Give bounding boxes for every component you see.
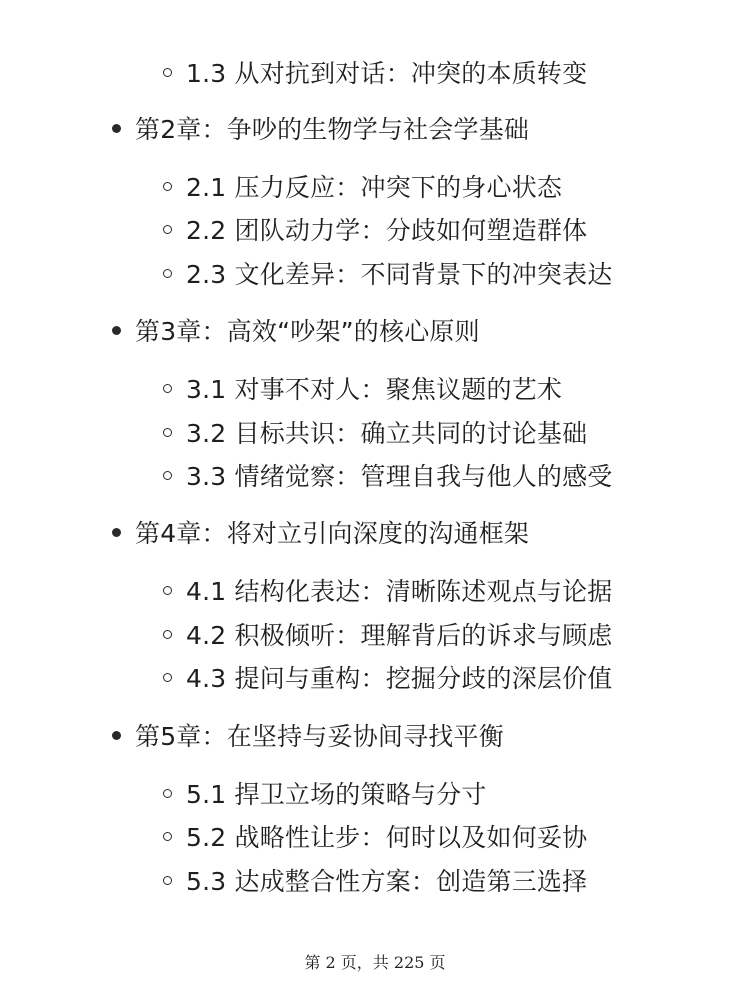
hollow-circle-bullet-icon — [163, 586, 172, 595]
toc-item-label: 5.2 战略性让步：何时以及如何妥协 — [186, 823, 588, 852]
toc-section-4-3 — [163, 657, 613, 697]
toc-item-label: 2.1 压力反应：冲突下的身心状态 — [186, 173, 563, 202]
toc-section-3-2 — [163, 412, 587, 452]
hollow-circle-bullet-icon — [163, 269, 172, 278]
toc-item-label: 第3章：高效“吵架”的核心原则 — [135, 317, 480, 346]
toc-item-label: 4.2 积极倾听：理解背后的诉求与顾虑 — [186, 621, 613, 650]
toc-item-label: 1.3 从对抗到对话：冲突的本质转变 — [186, 59, 588, 88]
toc-section-2-2 — [163, 209, 587, 249]
hollow-circle-bullet-icon — [163, 225, 172, 234]
filled-circle-bullet-icon — [112, 528, 121, 537]
toc-item-label: 第5章：在坚持与妥协间寻找平衡 — [135, 722, 504, 751]
toc-section-5-3 — [163, 860, 587, 900]
toc-item-label: 5.1 捍卫立场的策略与分寸 — [186, 780, 487, 809]
toc-section-2-1 — [163, 166, 562, 206]
filled-circle-bullet-icon — [112, 731, 121, 740]
toc-item-label: 3.3 情绪觉察：管理自我与他人的感受 — [186, 462, 613, 491]
toc-section-2-3 — [163, 253, 613, 293]
hollow-circle-bullet-icon — [163, 384, 172, 393]
hollow-circle-bullet-icon — [163, 471, 172, 480]
toc-section-4-2 — [163, 614, 613, 654]
toc-item-label: 3.1 对事不对人：聚焦议题的艺术 — [186, 375, 563, 404]
toc-section-5-2 — [163, 816, 587, 856]
toc-item-label: 3.2 目标共识：确立共同的讨论基础 — [186, 419, 588, 448]
toc-item-label: 2.2 团队动力学：分歧如何塑造群体 — [186, 216, 588, 245]
toc-section-5-1 — [163, 773, 487, 813]
toc-item-label: 5.3 达成整合性方案：创造第三选择 — [186, 867, 588, 896]
toc-item-label: 第2章：争吵的生物学与社会学基础 — [135, 115, 530, 144]
hollow-circle-bullet-icon — [163, 876, 172, 885]
toc-item-label: 2.3 文化差异：不同背景下的冲突表达 — [186, 260, 613, 289]
filled-circle-bullet-icon — [112, 124, 121, 133]
toc-section-3-1 — [163, 368, 562, 408]
hollow-circle-bullet-icon — [163, 68, 172, 77]
hollow-circle-bullet-icon — [163, 428, 172, 437]
toc-item-label: 第4章：将对立引向深度的沟通框架 — [135, 519, 530, 548]
toc-item-label: 4.3 提问与重构：挖掘分歧的深层价值 — [186, 664, 613, 693]
toc-chapter-3 — [112, 310, 480, 350]
hollow-circle-bullet-icon — [163, 630, 172, 639]
hollow-circle-bullet-icon — [163, 673, 172, 682]
hollow-circle-bullet-icon — [163, 182, 172, 191]
filled-circle-bullet-icon — [112, 326, 121, 335]
page-number-footer: 第 2 页，共 225 页 — [304, 953, 446, 972]
toc-chapter-5 — [112, 715, 504, 755]
toc-section-4-1 — [163, 570, 613, 610]
toc-section-1-3 — [163, 52, 587, 92]
hollow-circle-bullet-icon — [163, 789, 172, 798]
toc-chapter-2 — [112, 108, 529, 148]
hollow-circle-bullet-icon — [163, 832, 172, 841]
toc-item-label: 4.1 结构化表达：清晰陈述观点与论据 — [186, 577, 613, 606]
toc-chapter-4 — [112, 512, 529, 552]
toc-section-3-3 — [163, 455, 613, 495]
